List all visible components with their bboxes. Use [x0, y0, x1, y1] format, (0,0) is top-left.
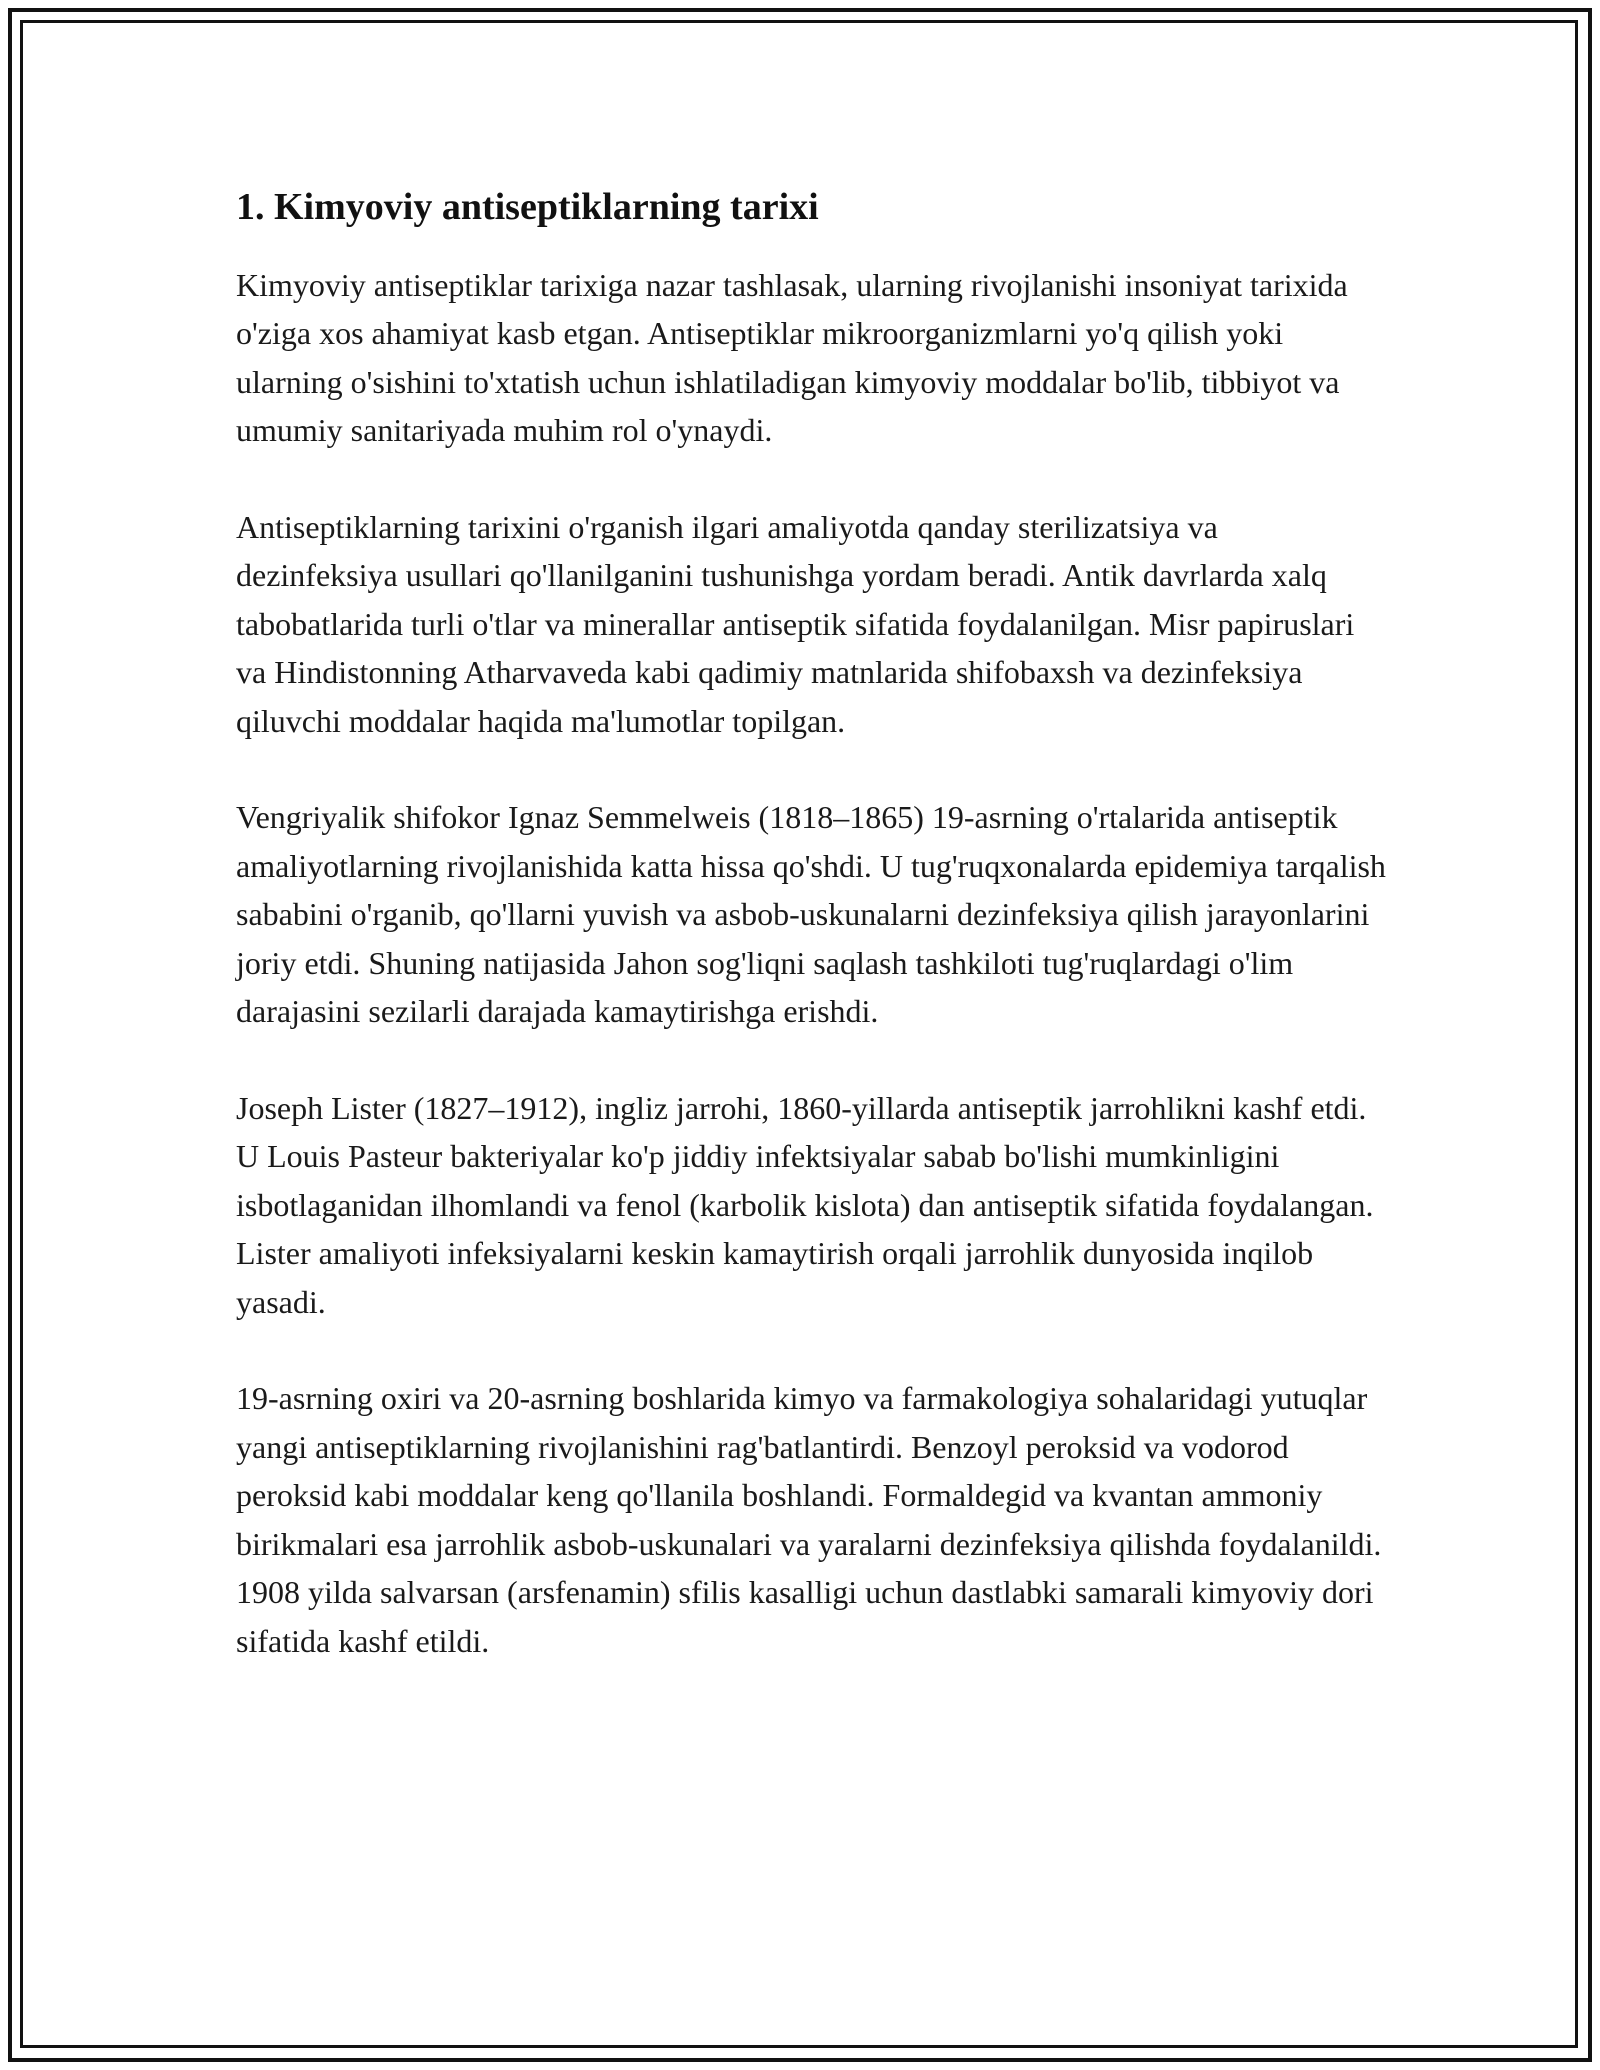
paragraph-4: Joseph Lister (1827–1912), ingliz jarrohi, 1860-yillarda antiseptik jarrohlikni kashf etdi. U Louis Pasteur bakteriyalar ko'p jiddiy infektsiyalar sabab bo'lishi mumkinligini isbotlaganidan ilhomlandi va fenol (karbolik kislota) dan antiseptik sifatida foydalangan. Lister amaliyoti infeksiyalarni keskin kamaytirish orqali jarrohlik dunyosida inqilob yasadi. [236, 1089, 1374, 1320]
paragraph-5: 19-asrning oxiri va 20-asrning boshlarida kimyo va farmakologiya sohalaridagi yutuqlar yangi antiseptiklarning rivojlanishini rag'batlantirdi. Benzoyl peroksid va vodorod peroksid kabi moddalar keng qo'llanila boshlandi. Formaldegid va kvantan ammoniy birikmalari esa jarrohlik asbob-uskunalari va yaralarni dezinfeksiya qilishda foydalanildi. 1908 yilda salvarsan (arsfenamin) sfilis kasalligi uchun dastlabki samarali kimyoviy dori sifatida kashf etildi. [236, 1380, 1382, 1659]
paragraph-2: Antiseptiklarning tarixini o'rganish ilgari amaliyotda qanday sterilizatsiya va dezinfeksiya usullari qo'llanilganini tushunishga yordam beradi. Antik davrlarda xalq tabobatlarida turli o'tlar va minerallar antiseptik sifatida foydalanilgan. Misr papiruslari va Hindistonning Atharvaveda kabi qadimiy matnlarida shifobaxsh va dezinfeksiya qiluvchi moddalar haqida ma'lumotlar topilgan. [236, 508, 1355, 739]
paragraph-3: Vengriyalik shifokor Ignaz Semmelweis (1818–1865) 19-asrning o'rtalarida antiseptik amaliyotlarning rivojlanishida katta hissa qo'shdi. U tug'ruqxonalarda epidemiya tarqalish sababini o'rganib, qo'llarni yuvish va asbob-uskunalarni dezinfeksiya qilish jarayonlarini joriy etdi. Shuning natijasida Jahon sog'liqni saqlash tashkiloti tug'ruqlardagi o'lim darajasini sezilarli darajada kamaytirishga erishdi. [236, 799, 1386, 1030]
paragraph-1: Kimyoviy antiseptiklar tarixiga nazar tashlasak, ularning rivojlanishi insoniyat tarixida o'ziga xos ahamiyat kasb etgan. Antiseptiklar mikroorganizmlarni yo'q qilish yoki ularning o'sishini to'xtatish uchun ishlatiladigan kimyoviy moddalar bo'lib, tibbiyot va umumiy sanitariyada muhim rol o'ynaydi. [236, 266, 1348, 449]
section-heading: 1. Kimyoviy antiseptiklarning tarixi [236, 186, 819, 228]
document-body [236, 185, 1386, 1713]
